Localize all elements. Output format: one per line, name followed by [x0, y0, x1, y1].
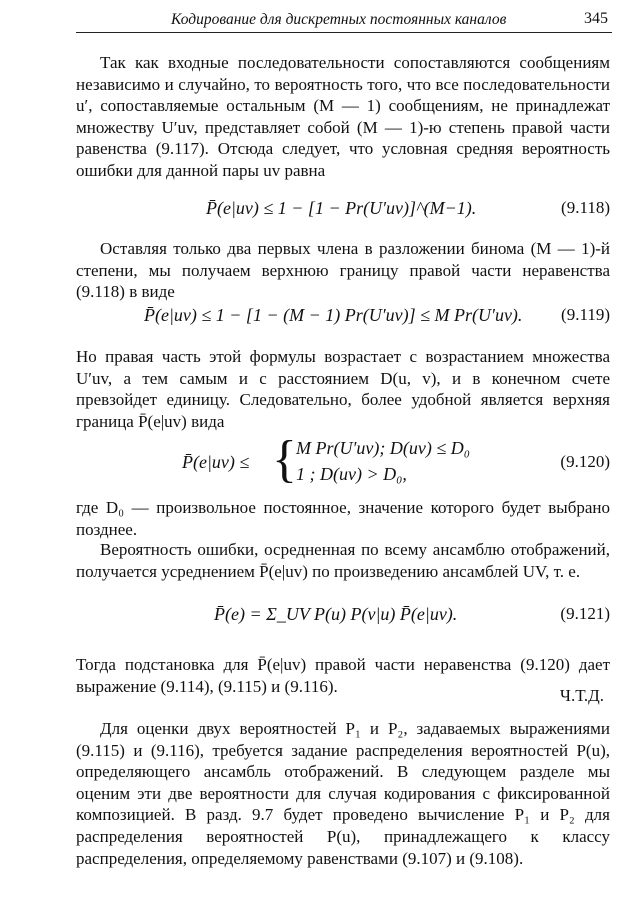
paragraph-5: Вероятность ошибки, осредненная по всему ансамблю отображений, получается усреднением P̄(e|uv) по произведению ансамблей UV, т. е.	[76, 540, 610, 581]
equation-9-120-lhs: P̄(e|uv) ≤	[182, 452, 250, 472]
running-title: Кодирование для дискретных постоянных каналов	[171, 11, 507, 28]
equation-9-118-formula: P̄(e|uv) ≤ 1 − [1 − Pr(U′uv)]^(M−1).	[206, 198, 477, 218]
qed-mark: Ч.Т.Д.	[559, 686, 604, 705]
equation-9-121	[76, 604, 610, 634]
paragraph-3: Но правая часть этой формулы возрастает с возрастанием множества U′uv, а тем самым и с расстоянием D(u, v), и в конечном счете превзойдет единицу. Следовательно, более удобной является верхняя граница P̄(e|uv) вида	[76, 347, 610, 431]
equation-9-121-formula: P̄(e) = Σ_UV P(u) P(v|u) P̄(e|uv).	[214, 604, 458, 624]
paragraph-7: Для оценки двух вероятностей P₁ и P₂, задаваемых выражениями (9.115) и (9.116), требуется задание распределения вероятностей P(u), определяющего ансамбль отображений. В следующем разделе мы оценим эти две вероятности для случая кодирования с фиксированной композицией. В разд. 9.7 будет проведено вычисление P₁ и P₂ для распределения вероятностей P(u), принадлежащего к классу распределения, определяемому равенствами (9.107) и (9.108).	[76, 719, 610, 868]
equation-9-120	[76, 431, 610, 492]
paragraph-6: Тогда подстановка для P̄(e|uv) правой части неравенства (9.120) дает выражение (9.114), (9.115) и (9.116).	[76, 655, 610, 696]
equation-9-120-number: (9.120)	[560, 452, 610, 471]
equation-9-121-number: (9.121)	[560, 604, 610, 623]
paragraph-4: где D₀ — произвольное постоянное, значение которого будет выбрано позднее.	[76, 498, 610, 539]
equation-9-119-formula: P̄(e|uv) ≤ 1 − [1 − (M − 1) Pr(U′uv)] ≤ M Pr(U′uv).	[144, 305, 523, 325]
equation-9-119	[76, 305, 610, 335]
paragraph-1: Так как входные последовательности сопоставляются сообщениям независимо и случайно, то вероятность того, что все последовательности u′, сопоставляемые остальным (M — 1) сообщениям, не принадлежат множеству U′uv, представляет собой (M — 1)-ю степень правой части равенства (9.117). Отсюда следует, что условная средняя вероятность ошибки для данной пары uv равна	[76, 53, 610, 180]
equation-9-118	[76, 198, 610, 228]
equation-9-119-number: (9.119)	[561, 305, 610, 324]
paragraph-2: Оставляя только два первых члена в разложении бинома (M — 1)-й степени, мы получаем верхнюю границу правой части неравенства (9.118) в виде	[76, 239, 610, 302]
equation-9-120-case-2: 1 ; D(uv) > D₀,	[296, 464, 407, 484]
page-number: 345	[584, 10, 608, 27]
equation-9-118-number: (9.118)	[561, 198, 610, 217]
running-header	[76, 10, 612, 33]
equation-9-120-case-1: M Pr(U′uv); D(uv) ≤ D₀	[296, 438, 471, 458]
left-brace-glyph: {	[272, 431, 297, 488]
